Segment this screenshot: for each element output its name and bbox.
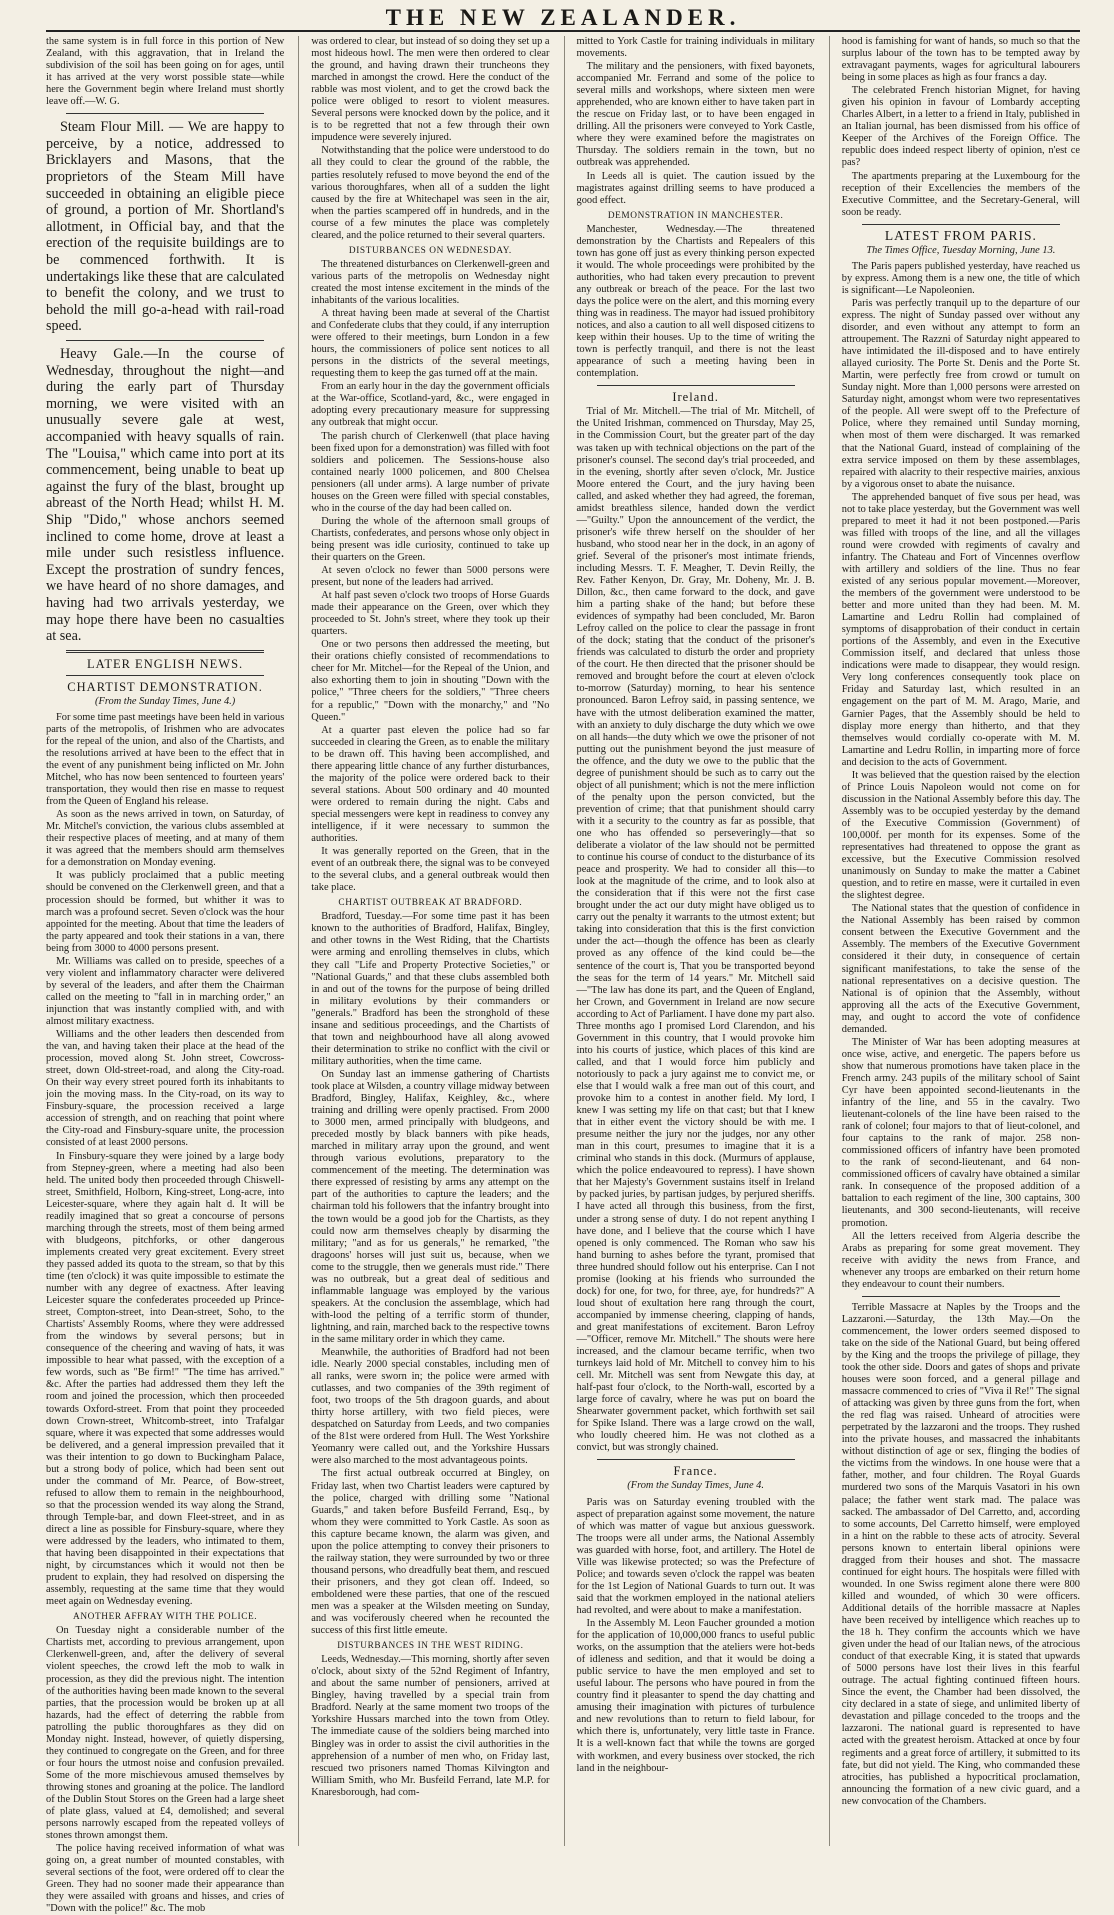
paragraph: All the letters received from Algeria describe the Arabs as preparing for some great movement. They receive with avidity the news from France, and whenever any troops are embarked on their return home they endeavour to count their numbers. [841,1230,1080,1290]
sub-heading: DEMONSTRATION IN MANCHESTER. [607,210,784,221]
paragraph: From an early hour in the day the government officials at the War-office, Scotland-yard, &c., were engaged in adopting every precautionary measure for suppressing any outbreak that might occur. [311,381,550,429]
paragraph: Manchester, Wednesday.—The threatened demonstration by the Chartists and Repealers of this town has gone off just as every thinking person expected it would. The whole proceedings were prohibited by the authorities, who had taken every precaution to prevent any outbreak or breach of the peace. For the last two days the police were on the alert, and this morning every thing was in readiness. The mayor had issued prohibitory notices, and also a caution to all well disposed citizens to keep within their houses. Up to the time of writing the town is perfectly tranquil, and there is not the least appearance of such a meeting having been in contemplation. [576,223,815,380]
section-heading: France. [673,1464,718,1479]
paragraph-naples-massacre: Terrible Massacre at Naples by the Troops and the Lazzaroni.—Saturday, the 13th May.—On the commencement, the lower orders seemed disposed to take on the side of the National Guard, but being offered by the King and the troops the privilege of pillage, they took the other side. Doors and gates of shops and private houses were soon forced, and a general pillage and massacre commenced to cries of "Viva il Re!" The signal of attacking was given by three guns from the fort, when the red flag was raised. Unheard of atrocities were perpetrated by the lazzaroni and the troops. They rushed into the private houses, and massacred the inhabitants without distinction of age or sex, flinging the bodies of the victims from the windows. In one house were that a father, mother, and four children. The Royal Guards murdered two sons of the Marquis Vasatori in his own palace; the father went stark mad. The palace was sacked. The ambassador of Del Carretto, and, according to some accounts, Del Carretto himself, were employed in a hint on the rabble to these acts of atrocity. Several persons known to entertain liberal opinions were dragged from their houses and shot. The massacre continued for eight hours. The hospitals were filled with wounded. In one Swiss regiment alone there were 800 killed and wounded, of which 30 were officers. Additional details of the horrible massacre at Naples have been received by intelligence which reaches up to the 18 h. They confirm the accounts which we have given under the head of our Italian news, of the atrocious conduct of that execrable King, it is stated that upwards of 5000 persons have lost their lives in this fearful outrage. The actual fighting continued fifteen hours. Since the event, the Chamber had been dissolved, the city declared in a state of siege, and unlimited liberty of devastation and pillage conceded to the troops and the lazzaroni. The national guard is represented to have acted with the greatest heroism. Attacked at once by four regiments and a great force of artillery, it submitted to its fate, but did not yield. The King, who commanded these atrocities, has published a hypocritical proclamation, announcing the formation of a new civic guard, and a new convocation of the Chambers. [841,1301,1080,1807]
column-3 [564,36,815,1846]
section-heading: LATEST FROM PARIS. [884,227,1037,243]
article-source: (From the Sunday Times, June 4. [627,1480,764,1492]
paragraph: During the whole of the afternoon small groups of Chartists, confederates, and persons whose only object in being present was idle curiosity, continued to take up their quarters on the Green. [311,515,550,563]
paragraph: Paris was perfectly tranquil up to the departure of our express. The night of Sunday passed over without any disorder, and even without any attempt to form an attroupement. The Razzni of Saturday night appeared to have intimidated the ill-disposed and to have entirely allayed curiosity. The Porte St. Denis and the Porte St. Martin, were perfectly free from crowd or tumult on Sunday night. More than 1,000 persons were arrested on Saturday night, amongst whom were two representatives of the people. All were swept off to the Prefecture of Police, where they remained until Sunday morning, when most of them were discharged. It was remarked that the National Guard, instead of complaining of the extra service imposed on them by these assemblages, repaired with alacrity to their respective mairies, anxious by a vigorous onset to abate the nuisance. [841,297,1080,490]
paragraph: In Finsbury-square they were joined by a large body from Stepney-green, where a meeting had also been held. The united body then proceeded through Chiswell-street, Smithfield, Holborn, King-street, Long-acre, into Leicester-square, where they again halt d. It will be readily imagined that so great a concourse of persons marching through the streets, most of them being armed with bludgeons, pitchforks, or other dangerous implements created very great excitement. Every street they passed added its quota to the stream, so that by this time (ten o'clock) it was quite impossible to estimate the number with any degree of exactness. After leaving Leicester square the confederates proceeded up Prince-street, Compton-street, into Dean-street, Soho, to the Chartists' Assembly Rooms, where they were addressed from the windows by several persons; but in consequence of the cheering and waving of hats, it was impossible to hear what passed, with the exception of a few words, such as "Be firm!" "The time has arrived." &c. After the parties had addressed them they left the room and joined the procession, which then proceeded towards Oxford-street. From that point they proceeded down Crown-street, Whitcomb-street, into Trafalgar square, where it was expected that some addresses would be delivered, and a general impression prevailed that it was their intention to go down to Buckingham Palace, but a strong body of police, which had been sent out under the command of Mr. Pearce, of Bow-street, refused to allow them to remain in the neighbourhood, so that the procession wended its way along the Strand, through Temple-bar, and down Fleet-street, and in as direct a line as possible for Finsbury-square, where they were addressed by the leaders, who intimated to them, that having been disappointed in their expectations that night, by circumstances which it would not then be prudent to explain, they had resolved on dispersing the assembly, requesting at the same time that they would meet again on Wednesday evening. [46,1150,285,1608]
paragraph: The Paris papers published yesterday, have reached us by express. Among them is a new one, the title of which is significant—Le Napoleonien. [841,260,1080,296]
sub-heading: DISTURBANCES IN THE WEST RIDING. [337,1641,524,1652]
sub-heading: CHARTIST OUTBREAK AT BRADFORD. [338,898,523,909]
sub-heading: DISTURBANCES ON WEDNESDAY. [348,245,512,256]
paragraph: At half past seven o'clock two troops of Horse Guards made their appearance on the Green, over which they proceeded to St. John's street, where they took up their quarters. [311,590,550,638]
paragraph: It was generally reported on the Green, that in the event of an outbreak there, the signal was to be conveyed to the several clubs, and a general outbreak would then take place. [311,846,550,894]
section-heading: LATER ENGLISH NEWS. [87,656,244,671]
paragraph: The threatened disturbances on Clerkenwell-green and various parts of the metropolis on Wednesday night created the most intense excitement in the minds of the inhabitants of the various localities. [311,258,550,306]
dateline: The Times Office, Tuesday Morning, June 13. [866,244,1056,256]
divider [862,224,1060,225]
paragraph: It was believed that the question raised by the election of Prince Louis Napoleon would not come on for discussion in the National Assembly before this day. The Assembly was to be occupied yesterday by the demand of the Executive Commission (Government) of 100,000f. per month for its expenses. Some of the representatives had threatened to oppose the grant as excessive, but the Executive Commission resolved unanimously on Sunday to make the matter a Cabinet question, and to retire en masse, were it curtailed in even the slightest degree. [841,769,1080,902]
article-heading: CHARTIST DEMONSTRATION. [67,679,263,694]
paragraph: It was publicly proclaimed that a public meeting should be convened on the Clerkenwell green, and that a procession should be formed, but whither it was to march was a profound secret. Seven o'clock was the hour appointed for the meeting. About that time the leaders of the party appeared and took their stations in a van, there being from 3000 to 4000 persons present. [46,870,285,954]
paragraph: The celebrated French historian Mignet, for having given his opinion in favour of Lombardy accepting Charles Albert, in a letter to a friend in Italy, published in an Italian journal, has been dismissed from his office of Keeper of the Archives of the Foreign Office. The republic does indeed respect liberty of opinion, n'est ce pas? [841,85,1080,169]
divider [862,1296,1060,1297]
sub-heading: ANOTHER AFFRAY WITH THE POLICE. [73,1612,258,1623]
paragraph: The National states that the question of confidence in the National Assembly has been raised by common consent between the Executive Government and the Assembly. The members of the Executive Government considered it their duty, in consequence of certain significant manifestations, to take the sense of the national representatives on a decisive question. The National is of opinion that the Assembly, without approving all the acts of the Executive Government, may, and ought to accord the vote of confidence demanded. [841,903,1080,1035]
column-2 [298,36,549,1846]
paragraph: On Sunday last an immense gathering of Chartists took place at Wilsden, a country village midway between Bradford, Bingley, Halifax, Keighley, &c., where training and drilling were openly practised. From 2000 to 3000 men, armed principally with bludgeons, and preceded mostly by black banners with pike heads, marched in military array upon the ground, and went through various evolutions, preparatory to the commencement of the meeting. The determination was there expressed of resisting by arms any attempt on the part of the authorities to capture the leaders; and the chairman told his followers that the infantry brought into the town would be a good job for the Chartists, as they could now arm themselves cheaply by disarming the military; "and as for us generals," he remarked, "the dragoons' horses will just suit us, because, when we come to the struggle, then we generals must ride." There was no outbreak, but a great deal of seditious and inflammable language was employed by the various speakers. At the conclusion the assemblage, which had with-lood the pelting of a terrific storm of thunder, lightning, and rain, marched back to the respective towns in the same military order in which they came. [311,1068,550,1345]
paragraph: The military and the pensioners, with fixed bayonets, accompanied Mr. Ferrand and some of the police to several mills and workshops, where sixteen men were apprehended, who are known either to have taken part in the rescue on Friday last, or to have been engaged in drilling. All the prisoners were conveyed to York Castle, where they were examined before the magistrates on Thursday. The soldiers remain in the town, but no outbreak was apprehended. [576,61,815,169]
column-1 [46,36,285,1915]
paragraph: Meanwhile, the authorities of Bradford had not been idle. Nearly 2000 special constables, including men of all ranks, were sworn in; the police were armed with cutlasses, and two companies of the 39th regiment of foot, two troops of the 5th dragoon guards, and about thirty horse artillery, with two field pieces, were despatched on Saturday from Leeds, and two companies of the 81st were ordered from Hull. The West Yorkshire Yeomanry were called out, and the Yorkshire Hussars were also marched to the most advantageous points. [311,1347,550,1467]
paragraph: Trial of Mr. Mitchell.—The trial of Mr. Mitchell, of the United Irishman, commenced on Thursday, May 25, in the Commission Court, but the greater part of the day was taken up with technical objections on the part of the prisoner's counsel. The second day's trial proceeded, and in the evening, shortly after seven o'clock, Mr. Justice Moore entered the Court, and the jury having been called, and asked whether they had agreed, the foreman, amidst breathless silence, handed down the verdict—"Guilty." Upon the announcement of the verdict, the prisoner's wife threw herself on the shoulder of her husband, who stood near her in the dock, in an agony of grief. Several of the prisoner's most intimate friends, including Messrs. T. F. Meagher, T. Devin Reilly, the Rev. Father Kenyon, Dr. Gray, Mr. Doheny, Mr. J. B. Dillon, &c., then came forward to the dock, and gave him a parting shake of the hand; but before these evidences of sympathy had been concluded, Mr. Baron Lefroy called on the police to clear the passage in front of the dock; stating that the conduct of the prisoner's friends was calculated to disturb the order and propriety of the court. He then directed that the prisoner should be removed and brought before the court at eleven o'clock to-morrow (Saturday) morning, to hear his sentence pronounced. Baron Lefroy said, in passing sentence, we have with the utmost deliberation examined the matter, with an anxiety to duly discharge the duty which we owe on all hands—the duty which we owe the prisoner of not putting out the punishment beyond the just measure of the offence, and the duty we owe to the public that the degree of punishment should be such as to carry out the object of all punishment; which is not the mere infliction of the penalty upon the person convicted, but the prevention of crime; that that punishment should carry with it a security to the country as far as possible, that one who has offended so perseveringly—that so deliberate a violator of the law should not be permitted to continue his course of conduct to the disturbance of its peace and prosperity. We had to consider all this—to look at the magnitude of the crime, and to look also at the consideration that if this were not the first case brought under the act our duty might have obliged us to carry out the penalty it warrants to the utmost extent; but taking into consideration that this is the first conviction under the act—though the offence has been as clearly proved as any offence of the kind could be—the sentence of the court is, That you be transported beyond the seas for the term of 14 years." Mr. Mitchell said—"The law has done its part, and the Queen of England, her Crown, and Government in Ireland are now secure according to Act of Parliament. I have done my part also. Three months ago I promised Lord Clarendon, and his Government in this country, that I would provoke him into his courts of justice, which places of this kind are called, and that I would force him publicly and notoriously to pack a jury against me to convict me, or else that I would walk a free man out of this court, and provoke him to a contest in another field. My lord, I knew I was setting my life on that cast; but that I knew that in either event the victory should be with me. I presume neither the jury nor the judges, nor any other man in this court, presumes to imagine that it is a criminal who stands in this dock. (Murmurs of applause, which the police endeavoured to repress). I have shown that her Majesty's Government sustains itself in Ireland by packed juries, by partisan judges, by perjured sheriffs. I have acted all through this business, from the first, under a strong sense of duty. I do not repent anything I have done, and I believe that the course which I have opened is only commenced. The Roman who saw his hand burning to ashes before the tyrant, promised that three hundred should follow out his enterprise. Can I not promise (looking at his friends who surrounded the dock) for one, for two, for three, aye, for hundreds?" A loud shout of exultation here rang through the court, accompanied by immense cheering, clapping of hands, and great manifestations of excitement. Baron Lefroy—"Officer, remove Mr. Mitchell." The shouts were here increased, and the clamour became terrific, when two turnkeys laid hold of Mr. Mitchell to convey him to his cell. Mr. Mitchell was sent from Newgate this day, at half-past four o'clock, to the North-wall, escorted by a large force of cavalry, where he was put on board the Shearwater government packet, which forthwith set sail for Spike Island. There was a large crowd on the wall, who loudly cheered him. He was not clothed as a convict, but was strongly chained. [576,406,815,1454]
section-heading: Ireland. [672,390,719,405]
divider [66,113,264,114]
paragraph: The parish church of Clerkenwell (that place having been fixed upon for a demonstration) was filled with foot soldiers and policemen. The Sessions-house also contained nearly 1000 policemen, and 800 Chelsea pensioners (all under arms). A large number of private houses on the Green were filled with special constables, who in the course of the day had been called on. [311,430,550,514]
paragraph: mitted to York Castle for training individuals in military movements. [576,36,815,60]
paragraph: At seven o'clock no fewer than 5000 persons were present, but none of the leaders had arrived. [311,565,550,589]
paragraph-steam-mill: Steam Flour Mill. — We are happy to perceive, by a notice, addressed to Bricklayers and Masons, that the proprietors of the Steam Mill have succeeded in obtaining an eligible piece of ground, a portion of Mr. Shortland's allotment, in Official bay, and that the erection of the requisite buildings are to be commenced forthwith. It is undertakings like these that are calculated to benefit the colony, and we trust to behold the mill go-a-head with rail-road speed. [46,119,285,335]
paragraph: For some time past meetings have been held in various parts of the metropolis, of Irishmen who are advocates for the repeal of the union, and also of the Chartists, and the resolutions arrived at have been to the effect that in the event of any punishment being inflicted on Mr. John Mitchel, who has now been sentenced to fourteen years' transportation, they would then rise en masse to request from the Queen of England his release. [46,711,285,808]
paragraph: hood is famishing for want of hands, so much so that the surplus labour of the town has to be tempted away by extravagant payments, wages for agricultural labourers being in some places as high as four francs a day. [841,36,1080,84]
paragraph: In Leeds all is quiet. The caution issued by the magistrates against drilling seems to have produced a good effect. [576,170,815,206]
column-4 [829,36,1080,1846]
paragraph: The apartments preparing at the Luxembourg for the reception of their Excellencies the members of the Executive Committee, and the Secretary-General, will soon be ready. [841,170,1080,218]
newspaper-title: THE NEW ZEALANDER. [385,5,741,30]
paragraph: At a quarter past eleven the police had so far succeeded in clearing the Green, as to enable the military to be drawn off. This having been accomplished, and there appearing little chance of any further disturbances, the majority of the police were ordered back to their several stations. About 500 ordinary and 40 mounted were ordered to remain during the night. Cabs and special messengers were kept in readiness to convey any intelligence, if it were necessary to summon the authorities. [311,724,550,845]
paragraph: Williams and the other leaders then descended from the van, and having taken their place at the head of the procession, moved along St. John street, Cowcross-street, down Old-street-road, and along the City-road. On their way every street poured forth its inhabitants to join the moving mass. In the City-road, on its way to Finsbury-square, the procession received a large accession of strength, and on reaching that point where the City-road and Finsbury-square unite, the procession consisted of at least 2000 persons. [46,1029,285,1149]
paragraph: Mr. Williams was called on to preside, speeches of a very violent and inflammatory character were delivered by several of the leaders, and after them the Chairman called on the meeting to "fall in in marching order," an injunction that was instantly complied with, and with almost military exactness. [46,955,285,1027]
divider [66,675,264,676]
paragraph: A threat having been made at several of the Chartist and Confederate clubs that they could, if any interruption were offered to their meetings, burn London in a few hours, the commissioners of police sent notices to all persons in the districts of the several meetings, requesting them to keep the gas turned off at the main. [311,308,550,380]
divider [66,340,264,341]
masthead [46,6,1080,32]
divider [597,1459,795,1460]
paragraph: On Tuesday night a considerable number of the Chartists met, according to previous arrangement, upon Clerkenwell-green, and, after the delivery of several violent speeches, the crowd left the mob to walk in procession, as they did the previous night. The intention of the authorities having been made known to the several parties, that the procession would be broken up at all hazards, had the effect of deterring the rabble from patrolling the public thoroughfares as they did on Monday night. Instead, however, of quietly dispersing, they continued to congregate on the Green, and for three or four hours the utmost noise and confusion prevailed. Some of the more mischievous amused themselves by throwing stones and groaning at the police. The landlord of the Dublin Stout Stores on the Green had a large sheet of plate glass, valued at £4, demolished; and several persons narrowly escaped from the repeated volleys of stones thrown amongst them. [46,1625,285,1842]
paragraph: One or two persons then addressed the meeting, but their orations chiefly consisted of recommendations to cheer for Mr. Mitchel—for the Repeal of the Union, and also exhorting them to join in shouting "Down with the police," "Three cheers for the soldiers," "Three cheers for a republic," "Down with the monarchy," and "No Queen." [311,639,550,723]
paragraph: In the Assembly M. Leon Faucher grounded a motion for the application of 10,000,000 francs to useful public works, on the assumption that the ateliers were hot-beds of idleness and sedition, and that it would be doing a public service to have the men employed and set to useful labour. The persons who have poured in from the country find it pleasanter to spend the day chatting and amusing their imagination with pictures of turbulence and new revolutions than to return to field labour, for which there is, unfortunately, very little taste in France. It is a well-known fact that while the towns are gorged with workmen, and every business over stocked, the rich land in the neighbour- [576,1618,815,1774]
paragraph-heavy-gale: Heavy Gale.—In the course of Wednesday, throughout the night—and during the early part of Thursday morning, we were visited with an unusually severe gale at west, accompanied with heavy squalls of rain. The "Louisa," which came into port at its commencement, being unable to beat up against the fury of the blast, brought up abreast of the North Head; whilst H. M. Ship "Dido," whose anchors seemed inclined to come home, drove at least a mile under such resistless influence. Except the prostration of sundry fences, we have heard of no shore damages, and having had two arrivals yesterday, we may hope there have been no casualties at sea. [46,346,285,645]
paragraph: The first actual outbreak occurred at Bingley, on Friday last, when two Chartist leaders were captured by the police, charged with drilling some "National Guards," and taken before Busfeild Ferrand, Esq., by whom they were committed to York Castle. As soon as this capture became known, the alarm was given, and upon the police attempting to convey their prisoners to the railway station, they were surrounded by two or three thousand persons, who dreadfully beat them, and rescued their prisoners, and they got clean off. Indeed, so emboldened were these parties, that one of the rescued men was a speaker at the Wilsden meeting on Sunday, and was vociferously cheered when he recounted the success of this first little emeute. [311,1468,550,1637]
paragraph: Leeds, Wednesday.—This morning, shortly after seven o'clock, about sixty of the 52nd Regiment of Infantry, and about the same number of pensioners, arrived at Bingley, having travelled by a special train from Bradford. Nearly at the same moment two troops of the Yorkshire Hussars marched into the town from Otley. The immediate cause of the soldiers being marched into Bingley was in order to assist the civil authorities in the apprehension of a number of men who, on Friday last, rescued two prisoners named Thomas Kilvington and William Smith, who Mr. Busfeild Ferrand, late M.P. for Knaresborough, had com- [311,1654,550,1798]
divider [66,650,264,653]
columns [46,36,1080,1915]
paragraph: As soon as the news arrived in town, on Saturday, of Mr. Mitchel's conviction, the various clubs assembled at their respective places of meeting, and at many of them it was agreed that the members should arm themselves for a demonstration on Monday evening. [46,809,285,869]
divider [597,385,795,386]
paragraph: The police having received information of what was going on, a great number of mounted constables, with several sections of the foot, were ordered off to clear the Green. They had no sooner made their appearance than they were assailed with groans and hisses, and cries of "Down with the police!" &c. The mob [46,1843,285,1915]
paragraph: the same system is in full force in this portion of New Zealand, with this aggravation, that in Ireland the subdivision of the soil has been going on for ages, until it has arrived at the very worst possible state—while here the Government begin where Ireland must shortly leave off.—W. G. [46,36,285,108]
paragraph: Bradford, Tuesday.—For some time past it has been known to the authorities of Bradford, Halifax, Bingley, and other towns in the West Riding, that the Chartists were arming and enrolling themselves in clubs, which they call "Life and Property Protective Societies," or "National Guards," and that these clubs assembled both in and out of the towns for the purpose of being drilled in military evolutions by their commanders or "generals." Bradford has been the stronghold of these insane and seditious proceedings, and the Chartists of that town and neighbourhood have all along avowed their determination to strike no conflict with the civil or military authorities, when the time came. [311,911,550,1067]
paragraph: The apprehended banquet of five sous per head, was not to take place yesterday, but the Government was well prepared to meet it had it not been postponed.—Paris was filled with troops of the line, and all the villages round were crowded with regiments of cavalry and infantry. The Chateau and Fort of Vincennes overflow with artillery and soldiers of the line. Thus no fear existed of any serious popular movement.—Moreover, the members of the government were understood to be better and more united than they had been. M. M. Lamartine and Ledru Rollin had complained of symptoms of disapprobation of their conduct in certain portions of the Assembly, and even in the Executive Commission itself, and declared that unless those indications were made to disappear, they would resign. Very long conferences consequently took place on Friday and Saturday last, which resulted in an engagement on the part of M. M. Arago, Marie, and Garnier Pages, that the Assembly should be held to display more energy than hitherto, and that they themselves would cordially co-operate with M. M. Lamartine and Ledru Rollin, in imparting more of force and decision to the acts of Government. [841,491,1080,768]
paragraph: Paris was on Saturday evening troubled with the aspect of preparation against some movement, the nature of which was matter of vague but anxious guesswork. The troops were all under arms, the National Assembly was guarded with horse, foot, and artillery. The Hotel de Ville was likewise protected; so was the Prefecture of Police; and towards seven o'clock the rappel was beaten for the 1st Legion of National Guards to turn out. It was said that the workmen employed in the national ateliers had revolted, and were about to make a manifestation. [576,1496,815,1616]
paragraph: Notwithstanding that the police were understood to do all they could to clear the ground of the rabble, the parties resolutely refused to move beyond the end of the various thoroughfares, when all of a sudden the light caused by the fire at Whitechapel was seen in the air, when the parties scampered off in hundreds, and in the course of a few minutes the place was completely cleared, and the police returned to their several quarters. [311,145,550,241]
paragraph: was ordered to clear, but instead of so doing they set up a most hideous howl. The men were then ordered to clear the ground, and having drawn their truncheons they marched in amongst the crowd. Here the conduct of the rabble was most violent, and to get the crowd back the police were obliged to resort to violent measures. Several persons were knocked down by the police, and it is to be regretted that not a few through their own impudence were severely injured. [311,36,550,144]
article-source: (From the Sunday Times, June 4.) [95,695,236,707]
paragraph: The Minister of War has been adopting measures at once wise, active, and energetic. The papers before us show that numerous promotions have taken place in the French army. 243 pupils of the military school of Saint Cyr have been appointed second-lieutenants in the infantry of the line, and 55 in the cavalry. Two lieutenant-colonels of the line have been raised to the rank of colonel; four majors to that of lieut-colonel, and four captains to the rank of major. 258 non-commissioned officers of infantry have been promoted to the rank of second-lieutenant, and 64 non-commissioned officers of cavalry have obtained a similar rank. In consequence of the proposed addition of a battalion to each regiment of the line, 300 captains, 300 lieutenants, and 300 second-lieutenants, will receive promotion. [841,1036,1080,1229]
